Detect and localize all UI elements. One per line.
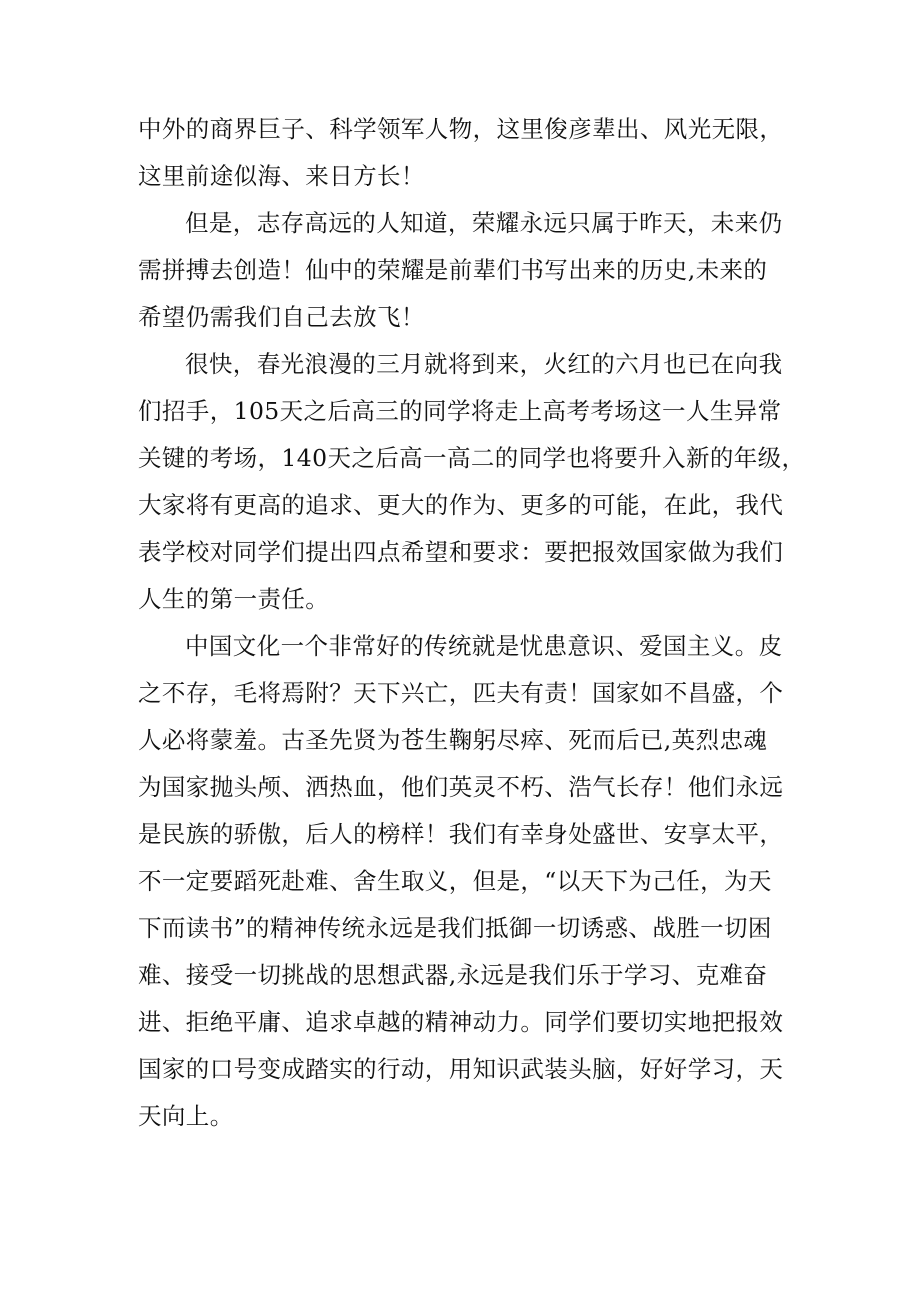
text-line: 为国家抛头颅、洒热血，他们英灵不朽、浩气长存！他们永远 bbox=[138, 773, 784, 801]
text-line: 下而读书”的精神传统永远是我们抵御一切诱惑、战胜一切困 bbox=[138, 914, 772, 942]
text-line: 人必将蒙羞。古圣先贤为苍生鞠躬尽瘁、死而后已,英烈忠魂 bbox=[138, 726, 768, 754]
text-line: 这里前途似海、来日方长！ bbox=[138, 162, 425, 190]
text-line: 们招手，105天之后高三的同学将走上高考考场这一人生异常 bbox=[138, 397, 782, 425]
text-line: 之不存，毛将焉附？天下兴亡，匹夫有责！国家如不昌盛，个 bbox=[138, 679, 784, 707]
text-line: 表学校对同学们提出四点希望和要求：要把报效国家做为我们 bbox=[138, 538, 784, 566]
text-line: 是民族的骄傲，后人的榜样！我们有幸身处盛世、安享太平， bbox=[138, 820, 784, 848]
text-line: 但是，志存高远的人知道，荣耀永远只属于昨天，未来仍 bbox=[185, 209, 783, 237]
text-line: 中外的商界巨子、科学领军人物，这里俊彦辈出、风光无限， bbox=[138, 115, 784, 143]
text-line: 国家的口号变成踏实的行动，用知识武装头脑，好好学习，天 bbox=[138, 1055, 784, 1083]
text-line: 人生的第一责任。 bbox=[138, 585, 330, 613]
text-line: 大家将有更高的追求、更大的作为、更多的可能，在此，我代 bbox=[138, 491, 784, 519]
text-line: 进、拒绝平庸、追求卓越的精神动力。同学们要切实地把报效 bbox=[138, 1008, 784, 1036]
text-line: 关键的考场，140天之后高一高二的同学也将要升入新的年级， bbox=[138, 444, 806, 472]
text-line: 难、接受一切挑战的思想武器,永远是我们乐于学习、克难奋 bbox=[138, 961, 768, 989]
document-body bbox=[138, 106, 806, 1140]
text-line: 不一定要蹈死赴难、舍生取义，但是，“以天下为己任，为天 bbox=[138, 867, 772, 895]
text-line: 天向上。 bbox=[138, 1102, 234, 1130]
text-line: 中国文化一个非常好的传统就是忧患意识、爱国主义。皮 bbox=[185, 632, 783, 660]
text-line: 需拼搏去创造！仙中的荣耀是前辈们书写出来的历史,未来的 bbox=[138, 256, 768, 284]
text-line: 希望仍需我们自己去放飞！ bbox=[138, 303, 425, 331]
text-line: 很快，春光浪漫的三月就将到来，火红的六月也已在向我 bbox=[185, 350, 783, 378]
